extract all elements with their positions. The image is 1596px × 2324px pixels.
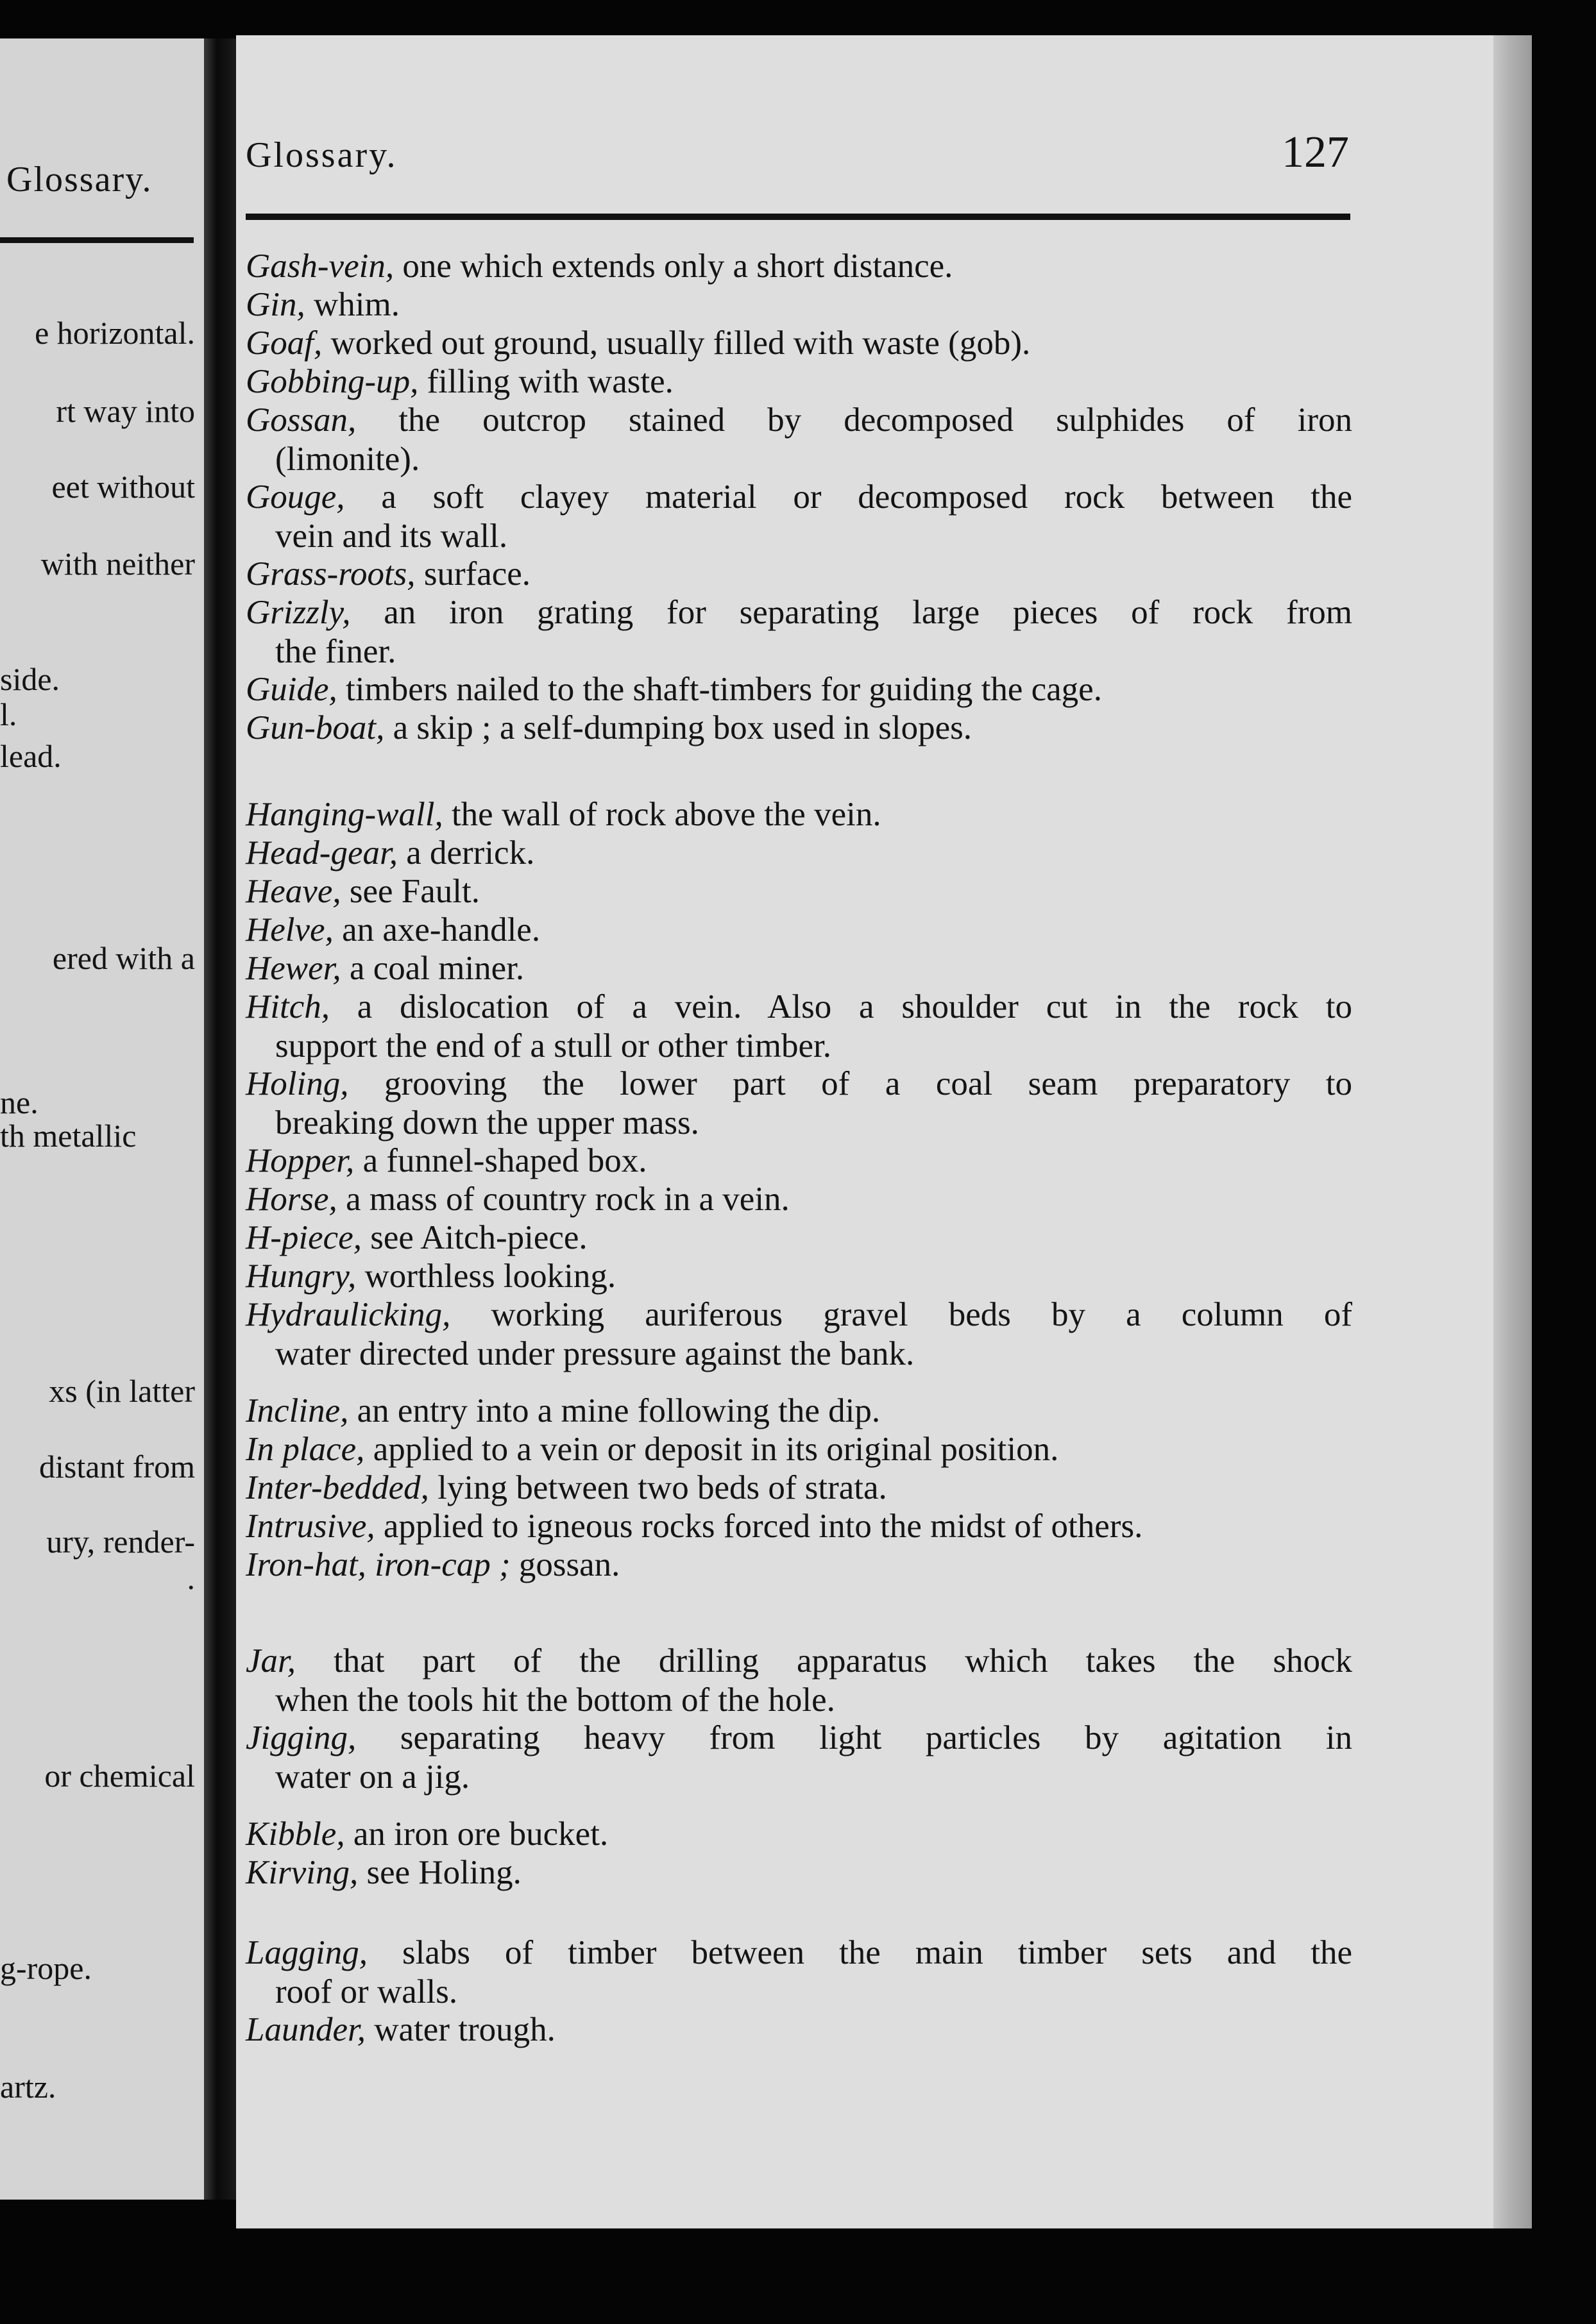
- entry-first-line: [246, 988, 1352, 1027]
- entry-term: Hungry,: [246, 1258, 357, 1295]
- entry-first-line: [246, 1642, 1352, 1681]
- entry-continuation: (limonite).: [275, 441, 420, 478]
- entry-first-line: [246, 949, 1352, 988]
- entry-definition: surface.: [415, 555, 531, 593]
- entry-continuation: roof or walls.: [275, 1973, 458, 2010]
- entry-first-line: [246, 709, 1352, 748]
- entry-term: Lagging,: [246, 1934, 368, 1971]
- entry-definition: a dislocation of a vein. Also a shoulder cut in the rock to: [330, 988, 1352, 1025]
- entry-first-line: [246, 1853, 1352, 1892]
- left-page-line: rt way into: [56, 393, 195, 429]
- entry-definition: worthless looking.: [356, 1258, 616, 1295]
- entry-term: Gin,: [246, 286, 305, 323]
- glossary-entry: [246, 1469, 1352, 1508]
- entry-definition: working auriferous gravel beds by a column of: [450, 1296, 1352, 1333]
- entry-continuation: water directed under pressure against the bank.: [275, 1335, 915, 1372]
- left-page-line: .: [187, 1560, 195, 1596]
- entry-first-line: [246, 1392, 1352, 1431]
- entry-term: Jar,: [246, 1642, 296, 1680]
- entry-term: Head-gear,: [246, 834, 398, 872]
- entry-definition: gossan.: [510, 1546, 620, 1583]
- left-page-line: l.: [0, 696, 17, 732]
- left-page-line: ne.: [0, 1084, 38, 1120]
- glossary-entry: [246, 911, 1352, 950]
- entry-definition: a mass of country rock in a vein.: [337, 1181, 790, 1218]
- entry-first-line: [246, 1141, 1352, 1181]
- entry-definition: grooving the lower part of a coal seam preparatory to: [348, 1065, 1352, 1102]
- left-page-line: eet without: [51, 469, 195, 505]
- entry-term: Kirving,: [246, 1854, 359, 1891]
- entry-term: Hitch,: [246, 988, 330, 1025]
- left-page-line: or chemical: [44, 1758, 195, 1794]
- entry-term: In place,: [246, 1431, 365, 1468]
- glossary-entry: [246, 1180, 1352, 1219]
- entry-first-line: [246, 872, 1352, 911]
- entry-definition: applied to igneous rocks forced into the midst of others.: [375, 1508, 1143, 1545]
- entry-definition: worked out ground, usually filled with waste (gob).: [322, 324, 1031, 362]
- entry-definition: filling with waste.: [418, 363, 674, 400]
- entry-term: Incline,: [246, 1392, 349, 1429]
- right-page: [236, 35, 1532, 2228]
- left-page-line: side.: [0, 661, 60, 697]
- glossary-entry: [246, 555, 1352, 594]
- entry-definition: a skip ; a self-dumping box used in slopes.: [384, 709, 972, 746]
- glossary-entry: [246, 1642, 1352, 1720]
- glossary-entry: [246, 1141, 1352, 1181]
- entry-term: Hopper,: [246, 1142, 355, 1179]
- entry-first-line: [246, 1933, 1352, 1973]
- glossary-entry: [246, 834, 1352, 873]
- entry-first-line: [246, 911, 1352, 950]
- entry-term: Hewer,: [246, 950, 341, 987]
- entry-term: Gouge,: [246, 478, 345, 516]
- entry-first-line: [246, 1469, 1352, 1508]
- entry-definition: whim.: [305, 286, 400, 323]
- glossary-entry: [246, 1815, 1352, 1854]
- glossary-entry: [246, 1853, 1352, 1892]
- entry-definition: one which extends only a short distance.: [394, 248, 953, 285]
- glossary-entry: [246, 1430, 1352, 1469]
- glossary-entry: [246, 247, 1352, 286]
- entry-term: Gobbing-up,: [246, 363, 419, 400]
- entry-term: Grizzly,: [246, 594, 351, 631]
- glossary-entry: [246, 401, 1352, 479]
- entry-first-line: [246, 1180, 1352, 1219]
- entry-first-line: [246, 1545, 1352, 1585]
- entry-term: Heave,: [246, 873, 341, 910]
- entry-definition: see Holing.: [358, 1854, 522, 1891]
- entry-continuation: the finer.: [275, 633, 396, 670]
- entry-first-line: [246, 1295, 1352, 1335]
- entry-continuation: support the end of a stull or other timber.: [275, 1027, 831, 1065]
- entry-term: Grass-roots,: [246, 555, 416, 593]
- entry-definition: a derrick.: [397, 834, 535, 872]
- entry-definition: a coal miner.: [341, 950, 525, 987]
- entry-first-line: [246, 593, 1352, 632]
- left-page-line: e horizontal.: [35, 315, 195, 351]
- glossary-entry: [246, 709, 1352, 748]
- page-edge: [1493, 35, 1532, 2228]
- glossary-entry: [246, 1392, 1352, 1431]
- glossary-entry: [246, 1933, 1352, 2012]
- entry-definition: water trough.: [366, 2011, 556, 2048]
- entry-first-line: [246, 401, 1352, 440]
- left-page-line: distant from: [38, 1449, 195, 1485]
- entry-continuation: vein and its wall.: [275, 518, 508, 555]
- entry-definition: see Fault.: [341, 873, 480, 910]
- glossary-entry: [246, 2010, 1352, 2050]
- entry-first-line: [246, 1719, 1352, 1758]
- entry-definition: an iron grating for separating large pieces of rock from: [350, 594, 1352, 631]
- entry-term: Gun-boat,: [246, 709, 385, 746]
- left-page: [0, 38, 204, 2200]
- left-header-rule: [0, 237, 194, 243]
- left-page-line: ury, render-: [46, 1524, 195, 1560]
- entry-definition: the outcrop stained by decomposed sulphides of iron: [356, 401, 1352, 439]
- left-page-title: Glossary.: [6, 160, 153, 199]
- entry-first-line: [246, 1507, 1352, 1546]
- entry-first-line: [246, 670, 1352, 709]
- entry-first-line: [246, 555, 1352, 594]
- glossary-entry: [246, 324, 1352, 363]
- glossary-entry: [246, 1218, 1352, 1258]
- entry-definition: an entry into a mine following the dip.: [348, 1392, 881, 1429]
- entry-term: Guide,: [246, 671, 337, 708]
- book-gutter: [204, 38, 236, 2200]
- left-page-line: with neither: [40, 546, 195, 582]
- glossary-entry: [246, 362, 1352, 401]
- entry-definition: an iron ore bucket.: [344, 1815, 609, 1853]
- entry-term: Gash-vein,: [246, 248, 395, 285]
- left-page-line: g-rope.: [0, 1950, 92, 1986]
- entry-term: Hanging-wall,: [246, 796, 443, 833]
- entry-term: Kibble,: [246, 1815, 345, 1853]
- left-page-line: xs (in latter: [49, 1373, 195, 1409]
- entry-term: Holing,: [246, 1065, 349, 1102]
- header-rule: [246, 214, 1350, 220]
- entry-first-line: [246, 1218, 1352, 1258]
- glossary-entry: [246, 988, 1352, 1066]
- entry-term: Gossan,: [246, 401, 357, 439]
- entry-term: Iron-hat, iron-cap ;: [246, 1546, 511, 1583]
- glossary-entry: [246, 1545, 1352, 1585]
- glossary-entry: [246, 1257, 1352, 1296]
- left-page-line: ered with a: [52, 940, 195, 976]
- entry-first-line: [246, 1815, 1352, 1854]
- glossary-entry: [246, 1719, 1352, 1797]
- entry-definition: a soft clayey material or decomposed rock between the: [344, 478, 1352, 516]
- entry-definition: a funnel-shaped box.: [354, 1142, 647, 1179]
- entry-first-line: [246, 834, 1352, 873]
- page-title: Glossary.: [246, 135, 398, 175]
- entry-definition: lying between two beds of strata.: [429, 1469, 887, 1506]
- entry-term: Launder,: [246, 2011, 366, 2048]
- entry-continuation: when the tools hit the bottom of the hole.: [275, 1681, 835, 1719]
- glossary-entry: [246, 1507, 1352, 1546]
- entry-first-line: [246, 362, 1352, 401]
- entry-continuation: water on a jig.: [275, 1758, 470, 1796]
- entry-term: Inter-bedded,: [246, 1469, 429, 1506]
- glossary-entry: [246, 872, 1352, 911]
- entry-term: H-piece,: [246, 1219, 362, 1256]
- entry-first-line: [246, 2010, 1352, 2050]
- glossary-entry: [246, 1295, 1352, 1374]
- entry-first-line: [246, 478, 1352, 517]
- entry-definition: slabs of timber between the main timber sets and the: [367, 1934, 1352, 1971]
- entry-term: Helve,: [246, 911, 334, 948]
- entry-definition: timbers nailed to the shaft-timbers for guiding the cage.: [337, 671, 1102, 708]
- entry-definition: the wall of rock above the vein.: [443, 796, 881, 833]
- entry-first-line: [246, 1430, 1352, 1469]
- left-page-line: artz.: [0, 2069, 56, 2105]
- glossary-entry: [246, 949, 1352, 988]
- entry-definition: separating heavy from light particles by agitation in: [356, 1719, 1352, 1756]
- entry-term: Hydraulicking,: [246, 1296, 451, 1333]
- entry-first-line: [246, 285, 1352, 324]
- glossary-entry: [246, 478, 1352, 556]
- entry-term: Horse,: [246, 1181, 337, 1218]
- entry-first-line: [246, 324, 1352, 363]
- entry-term: Intrusive,: [246, 1508, 375, 1545]
- entry-first-line: [246, 1065, 1352, 1104]
- entry-definition: applied to a vein or deposit in its original position.: [364, 1431, 1059, 1468]
- left-page-line: lead.: [0, 738, 62, 774]
- page-number: 127: [1282, 128, 1349, 177]
- entry-term: Goaf,: [246, 324, 323, 362]
- entry-term: Jigging,: [246, 1719, 357, 1756]
- glossary-entry: [246, 670, 1352, 709]
- entry-definition: an axe-handle.: [333, 911, 541, 948]
- entry-first-line: [246, 1257, 1352, 1296]
- glossary-entry: [246, 1065, 1352, 1143]
- glossary-entry: [246, 795, 1352, 834]
- entry-first-line: [246, 247, 1352, 286]
- entry-definition: see Aitch-piece.: [361, 1219, 588, 1256]
- entry-definition: that part of the drilling apparatus which takes the shock: [296, 1642, 1352, 1680]
- entry-continuation: breaking down the upper mass.: [275, 1104, 699, 1141]
- glossary-entry: [246, 593, 1352, 671]
- glossary-entry: [246, 285, 1352, 324]
- left-page-line: th metallic: [0, 1118, 137, 1154]
- entry-first-line: [246, 795, 1352, 834]
